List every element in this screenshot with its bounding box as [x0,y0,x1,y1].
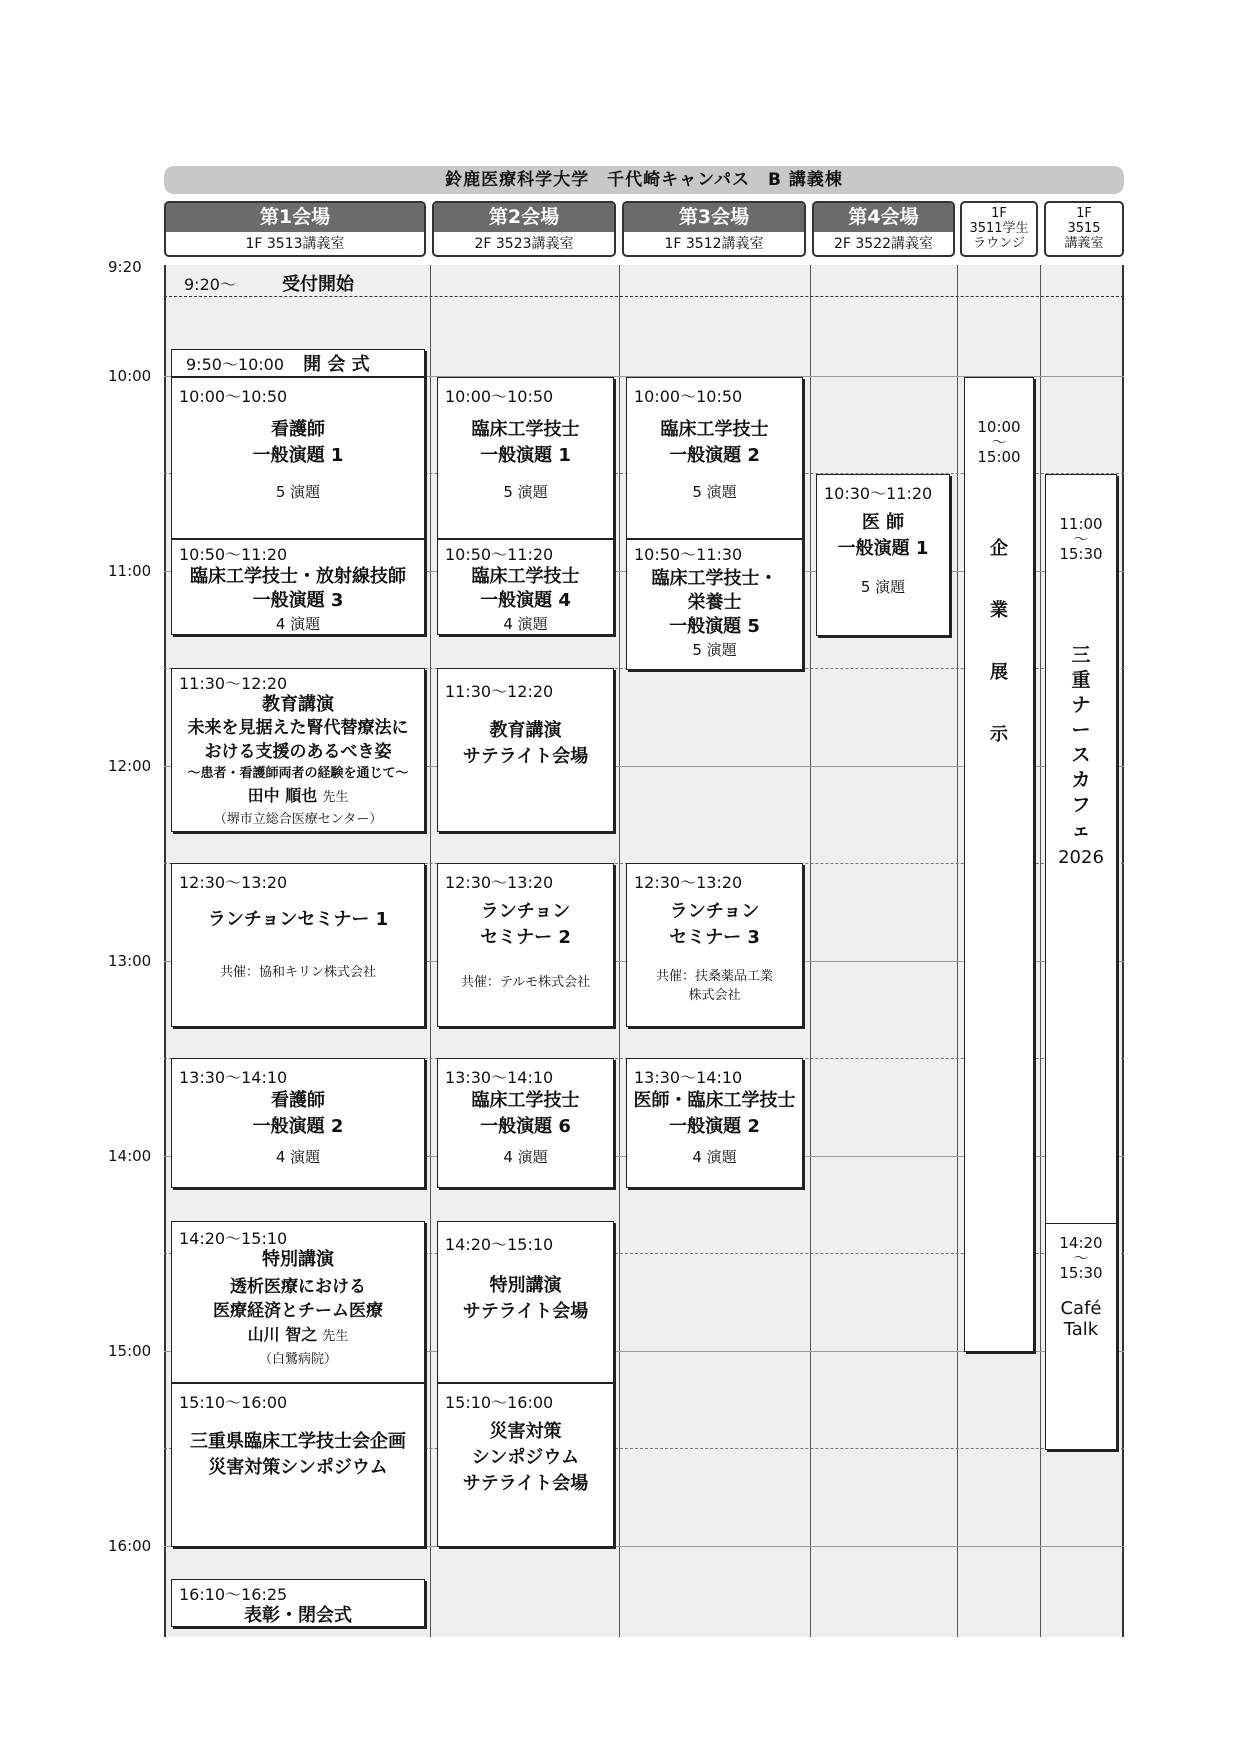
event-time: 10:30～11:20 [824,484,933,503]
event-time: 10:00～10:50 [634,387,743,406]
cafe-talk-label: Talk [1063,1319,1099,1340]
reception-time: 9:20～ [184,275,236,294]
event-subtitle: 一般演題 2 [669,445,760,466]
time-label: 15:00 [108,1342,152,1360]
cafe-label: ー [1071,719,1091,741]
event-count: 5 演題 [692,641,737,659]
event-title: 教育講演 [262,694,334,715]
event-count: 4 演題 [692,1148,737,1166]
exhibition-label: 業 [990,600,1008,621]
speaker-honorific: 先生 [322,790,349,805]
lecture-title-line: おける支援のあるべき姿 [204,742,392,762]
room-header-6 [1044,201,1124,257]
event-time: 15:10～16:00 [179,1393,288,1412]
event-count: 4 演題 [275,1148,321,1166]
event-subtitle: セミナー 2 [480,927,571,948]
session-ce-2 [626,377,803,539]
lecture-title-line: 未来を見据えた腎代替療法に [187,718,409,738]
session-nurse-1 [171,377,425,539]
time-range-mark: ～ [991,433,1007,451]
event-end-time: 15:00 [977,448,1021,466]
event-count: 5 演題 [275,483,321,501]
room-location: 1F 3513講義室 [245,236,345,252]
event-time: 14:20～15:10 [445,1235,554,1254]
event-end-time: 15:30 [1059,545,1103,563]
session-ce-4 [437,539,614,635]
time-range-mark: ～ [1073,1249,1089,1267]
event-title: ランチョン [480,901,571,922]
time-label: 16:00 [108,1537,152,1555]
event-subtitle: 一般演題 1 [252,445,344,466]
reception-line [164,296,1124,297]
event-start-time: 11:00 [1059,515,1103,533]
event-time: 10:00～10:50 [445,387,554,406]
event-time: 15:10～16:00 [445,1393,554,1412]
session-ce-dietitian-5 [626,539,803,670]
event-count: 4 演題 [275,615,321,633]
event-title: 臨床工学技士・放射線技師 [190,566,406,587]
speaker-affiliation: （堺市立総合医療センター） [213,812,383,827]
exhibition-label: 示 [990,724,1008,745]
event-subtitle: 一般演題 3 [252,590,344,611]
session-ce-6 [437,1058,614,1188]
cafe-label: 重 [1071,669,1091,691]
luncheon-seminar-1 [171,863,425,1027]
event-subtitle: シンポジウム [471,1447,580,1468]
exhibition-label: 展 [990,662,1008,683]
lecture-title-line: 医療経済とチーム医療 [213,1301,383,1321]
room-location: 2F 3522講義室 [833,236,934,252]
event-subtitle: 一般演題 1 [837,538,929,559]
room-floor: 1F [1076,206,1092,221]
event-title: 臨床工学技士 [471,1090,580,1111]
room-header-4 [812,201,955,257]
event-time: 10:50～11:20 [179,545,288,564]
luncheon-seminar-2 [437,863,614,1027]
event-time: 14:20～15:10 [179,1229,288,1248]
column-divider [619,265,620,1637]
event-subtitle: サテライト会場 [462,1473,589,1494]
event-time: 16:10～16:25 [179,1585,288,1604]
special-lecture [171,1221,425,1383]
event-time: 11:30～12:20 [179,674,288,693]
cafe-label: ェ [1071,819,1091,841]
event-time: 10:00～10:50 [179,387,288,406]
room-header-5 [960,201,1038,257]
column-divider [810,265,811,1637]
time-label: 12:00 [108,757,152,775]
educational-lecture [171,668,425,832]
column-bg [811,265,957,1637]
time-label: 13:00 [108,952,152,970]
event-start-time: 14:20 [1059,1234,1103,1252]
disaster-symposium [171,1383,425,1547]
event-title: 看護師 [271,1090,325,1111]
room-header-3 [622,201,806,257]
event-time: 12:30～13:20 [634,873,743,892]
room-number: 3515 [1067,221,1101,236]
event-title: ランチョン [669,901,760,922]
room-label: ラウンジ [973,236,1025,251]
event-sponsor: 株式会社 [688,988,741,1003]
column-divider [957,265,958,1637]
room-header-2 [432,201,616,257]
event-title: 栄養士 [687,592,742,613]
event-title: 臨床工学技士 [471,566,580,587]
event-title: 災害対策 [489,1421,562,1442]
session-ce-radiology-3 [171,539,425,635]
event-count: 4 演題 [503,615,548,633]
time-label: 9:20 [108,258,142,276]
event-sponsor: 共催：協和キリン株式会社 [219,965,376,980]
lecture-subtitle: ～患者・看護師両者の経験を通じて～ [187,766,409,781]
event-subtitle: サテライト会場 [462,746,589,767]
speaker-honorific: 先生 [322,1329,349,1344]
event-title: 医師・臨床工学技士 [633,1090,796,1111]
event-sponsor: 共催：テルモ株式会社 [460,975,591,990]
mie-nurse-cafe-bar [1045,474,1117,1224]
room-label: 講義室 [1064,236,1104,251]
event-time: 12:30～13:20 [179,873,288,892]
event-time: 10:50～11:30 [634,545,743,564]
cafe-label: ス [1071,744,1091,766]
cafe-talk-label: Café [1060,1298,1102,1319]
event-title: 特別講演 [489,1275,562,1296]
column-divider [1040,265,1041,1637]
event-title: 臨床工学技士・ [651,568,778,589]
exhibition-bar [964,377,1034,1352]
event-subtitle: セミナー 3 [669,927,760,948]
room-name: 第2会場 [434,203,614,232]
exhibition-label: 企 [990,538,1008,559]
event-title: 三重県臨床工学技士会企画 [190,1431,406,1452]
event-count: 5 演題 [692,483,737,501]
cafe-label: ナ [1071,694,1091,716]
event-time: 13:30～14:10 [445,1068,554,1087]
session-nurse-2 [171,1058,425,1188]
event-time: 10:50～11:20 [445,545,554,564]
room-name: 第1会場 [166,203,424,232]
speaker-name: 田中 順也 [247,786,318,805]
event-title: 表彰・閉会式 [244,1605,352,1626]
educational-lecture-satellite [437,668,614,832]
event-subtitle: 一般演題 6 [480,1116,571,1137]
event-time: 13:30～14:10 [179,1068,288,1087]
luncheon-seminar-3 [626,863,803,1027]
reception-title: 受付開始 [282,274,354,295]
event-count: 5 演題 [860,578,906,596]
speaker-affiliation: （白鷺病院） [258,1352,337,1367]
event-subtitle: 一般演題 2 [669,1116,760,1137]
event-title: 開 会 式 [303,354,370,375]
room-name: 第4会場 [814,203,953,232]
special-lecture-satellite [437,1221,614,1383]
time-label: 10:00 [108,367,152,385]
session-doctor-1 [816,474,950,636]
room-floor: 1F [991,206,1007,221]
event-time: 12:30～13:20 [445,873,554,892]
event-title: 看護師 [271,419,325,440]
cafe-label: 三 [1071,644,1091,666]
room-location: 1F 3512講義室 [664,236,764,252]
lecture-title-line: 透析医療における [230,1277,366,1297]
venue-title: 鈴鹿医療科学大学 千代崎キャンパス B 講義棟 [164,166,1124,194]
event-title: ランチョンセミナー 1 [207,909,389,930]
time-label: 14:00 [108,1147,152,1165]
cafe-talk-bar [1045,1224,1117,1450]
time-label: 11:00 [108,562,152,580]
closing-ceremony [171,1579,425,1627]
room-number: 3511学生 [969,221,1029,236]
session-ce-1 [437,377,614,539]
event-start-time: 10:00 [977,418,1021,436]
event-count: 5 演題 [503,483,548,501]
event-title: 臨床工学技士 [660,419,769,440]
opening-ceremony [171,349,425,377]
event-time: 9:50～10:00 [186,355,285,374]
event-subtitle: 一般演題 4 [480,590,571,611]
disaster-symposium-satellite [437,1383,614,1547]
event-subtitle: 一般演題 1 [480,445,571,466]
event-title: 臨床工学技士 [471,419,580,440]
event-end-time: 15:30 [1059,1264,1103,1282]
room-location: 2F 3523講義室 [474,236,574,252]
room-name: 第3会場 [624,203,804,232]
event-subtitle: 一般演題 2 [252,1116,344,1137]
event-subtitle: 災害対策シンポジウム [208,1457,388,1478]
event-sponsor: 共催：扶桑薬品工業 [655,969,773,984]
speaker-name: 山川 智之 [247,1325,318,1344]
event-count: 4 演題 [503,1148,548,1166]
session-dr-ce-2 [626,1058,803,1188]
event-title: 教育講演 [489,720,562,741]
column-divider [430,265,431,1637]
event-subtitle: サテライト会場 [462,1301,589,1322]
room-header-1 [164,201,426,257]
time-range-mark: ～ [1073,530,1089,548]
event-time: 11:30～12:20 [445,682,554,701]
cafe-label: フ [1071,794,1091,816]
event-title: 医 師 [861,512,905,533]
event-time: 13:30～14:10 [634,1068,743,1087]
event-title: 特別講演 [262,1249,334,1270]
event-subtitle: 一般演題 5 [669,616,760,637]
cafe-year: 2026 [1058,847,1104,868]
cafe-label: カ [1071,769,1091,791]
